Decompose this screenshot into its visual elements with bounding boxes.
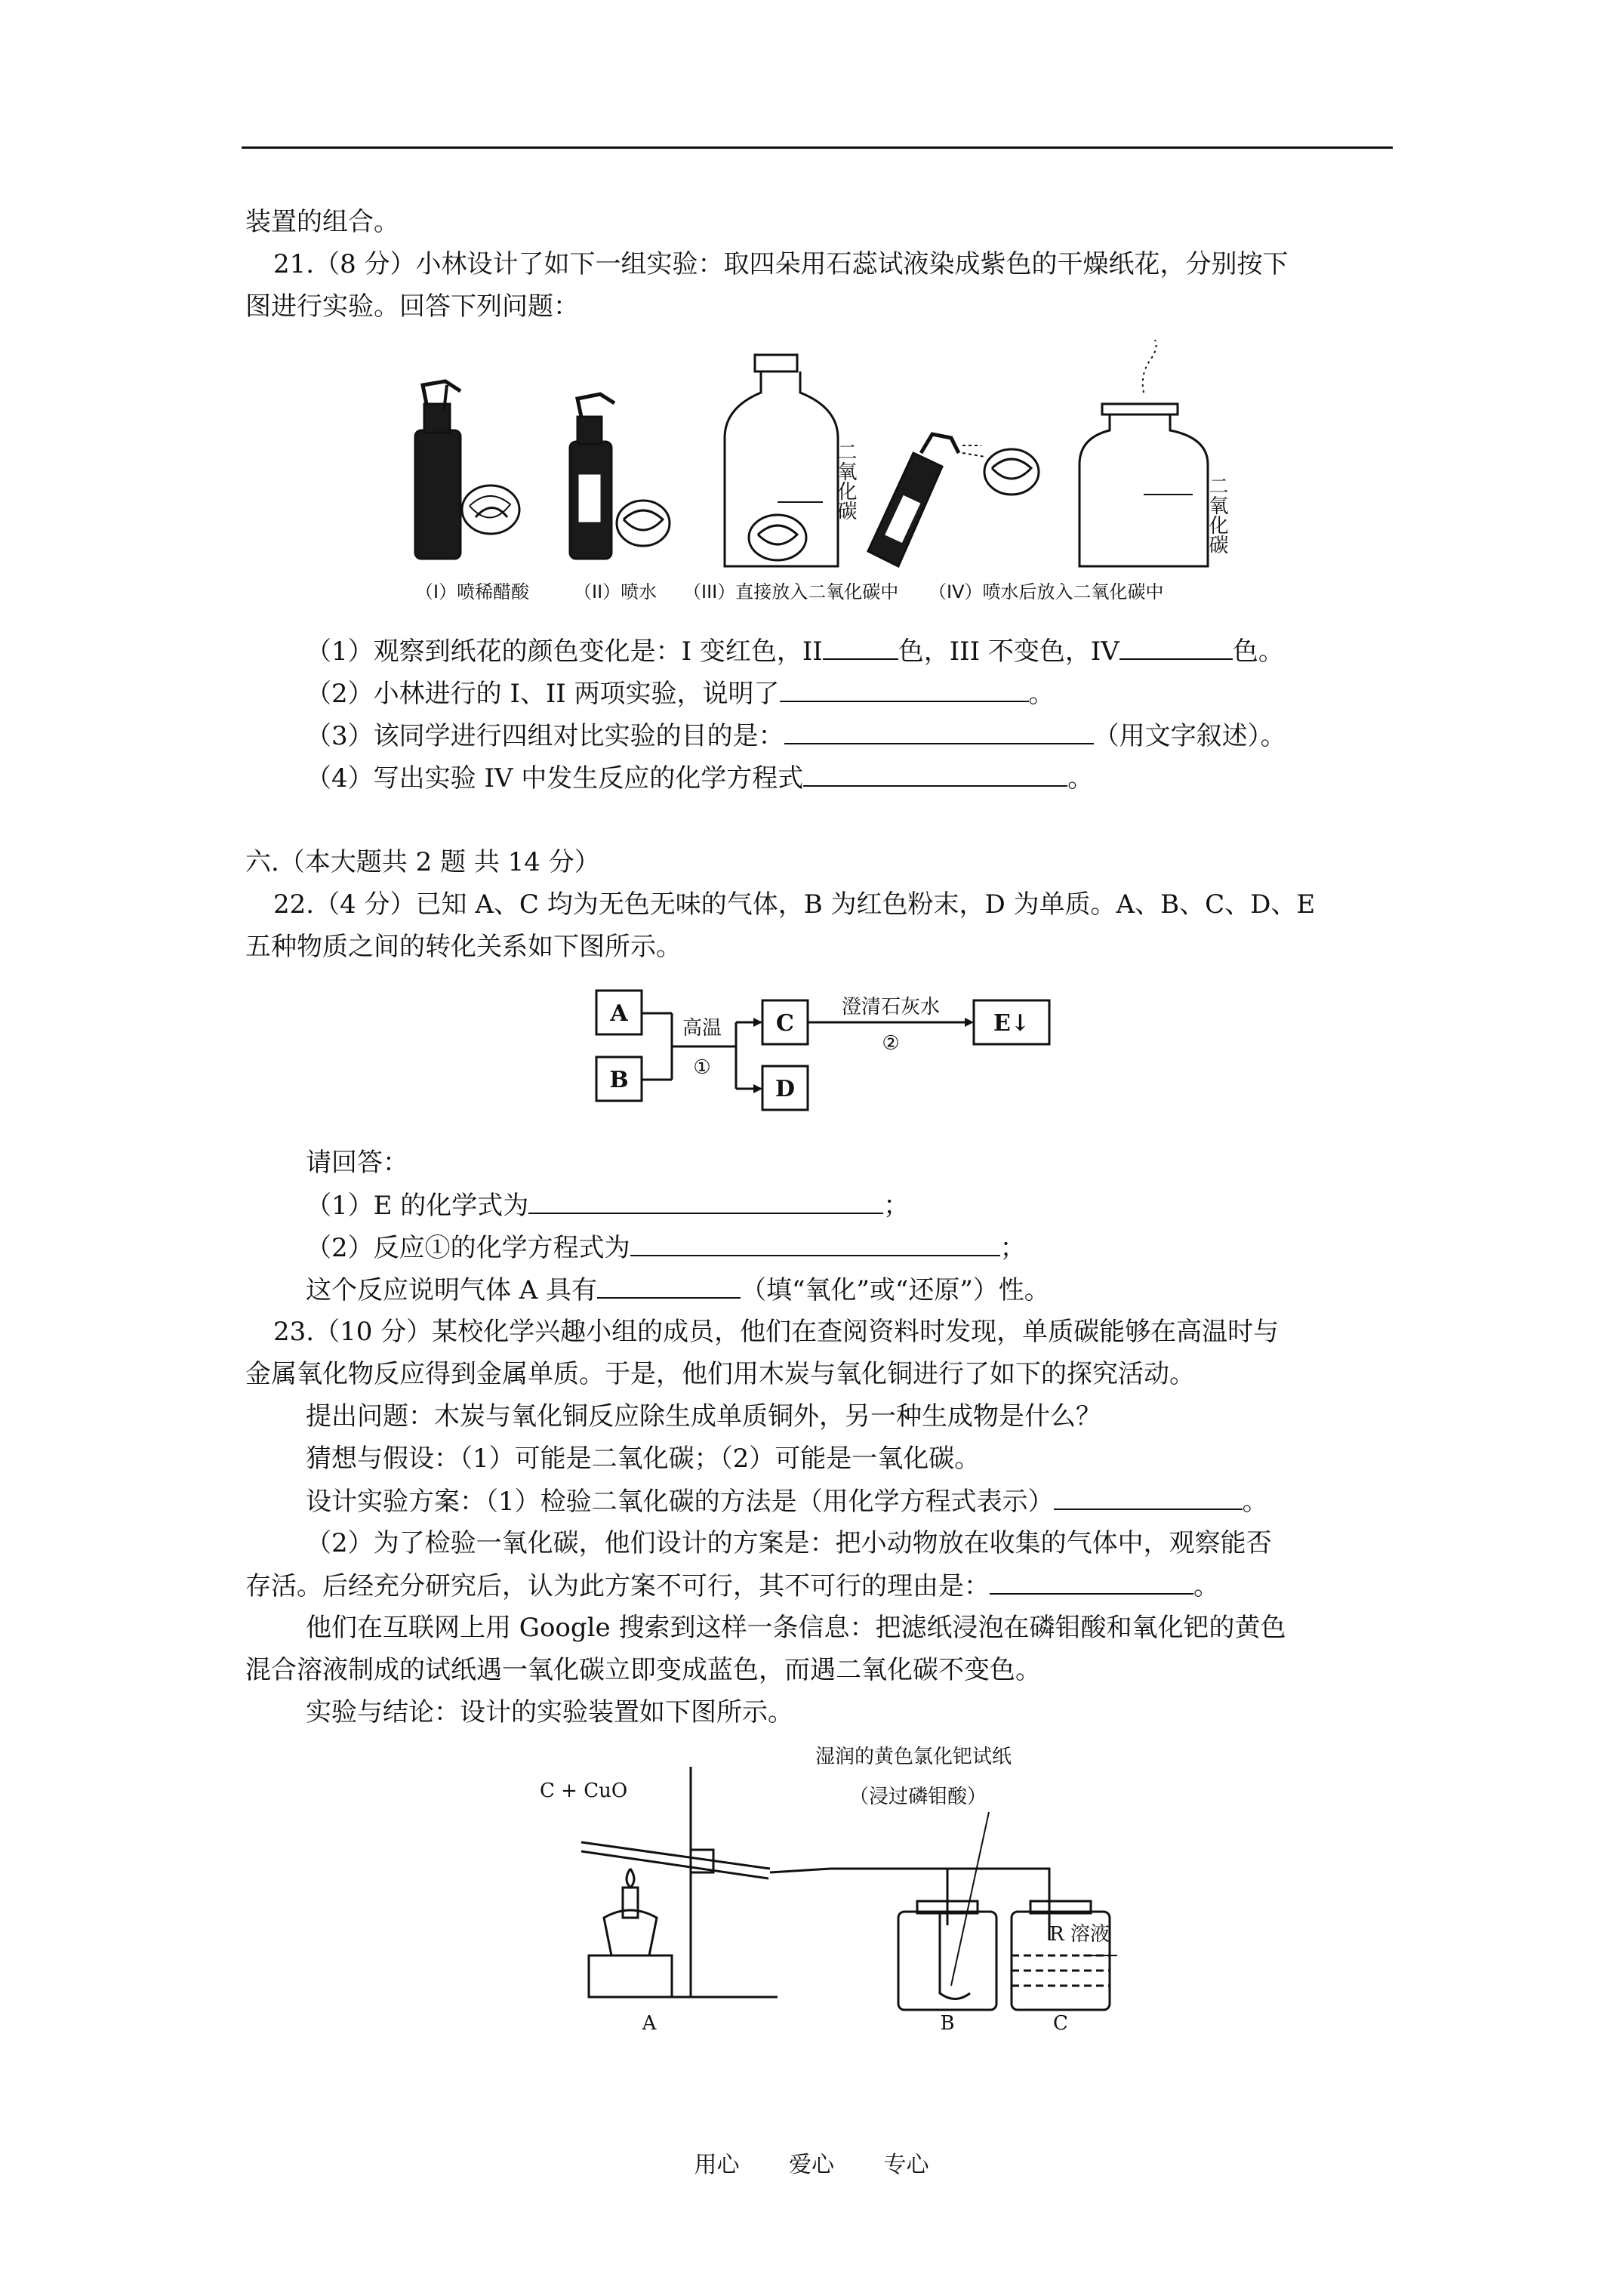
q22-part1-text-a: （1）E 的化学式为 (306, 1191, 529, 1221)
footer-text: 专心 (883, 2152, 929, 2178)
answer-blank[interactable] (1054, 1486, 1243, 1510)
spray-bottle-icon (868, 434, 985, 566)
answer-blank[interactable] (1119, 636, 1233, 660)
q21-part3-text-b: （用文字叙述）。 (1093, 721, 1286, 751)
q22-part3 (306, 1274, 1050, 1305)
paper-flower-icon (462, 485, 519, 534)
answer-blank[interactable] (784, 720, 1094, 744)
q22-part3-text-a: 这个反应说明气体 A 具有 (306, 1275, 598, 1305)
caption-I: （I）喷稀醋酸 (415, 581, 530, 603)
answer-blank[interactable] (803, 763, 1067, 787)
paper-flower-icon (984, 449, 1039, 495)
label-b: B (940, 2012, 955, 2035)
step-1: ① (693, 1056, 711, 1079)
apparatus-figure (528, 1737, 1132, 2039)
reaction-flow-diagram (589, 982, 1072, 1125)
footer-text: 爱心 (789, 2152, 834, 2178)
q22-part1 (306, 1190, 909, 1221)
question-22-stem-cont: 五种物质之间的转化关系如下图所示。 (245, 932, 682, 962)
q21-part1-text-a: （1）观察到纸花的颜色变化是：I 变红色，II (306, 636, 823, 667)
section-heading: 六.（本大题共 2 题 共 14 分） (245, 847, 600, 877)
page-footer (0, 2146, 1623, 2179)
caption-III: （III）直接放入二氧化碳中 (683, 581, 899, 603)
q21-part4-text-b: 。 (1067, 763, 1094, 794)
label-c: C (1053, 2012, 1068, 2035)
q22-part1-text-b: ； (883, 1191, 910, 1221)
q23-hypothesis: 猜想与假设：（1）可能是二氧化碳；（2）可能是一氧化碳。 (306, 1444, 981, 1474)
q21-part2-text-a: （2）小林进行的 I、II 两项实验，说明了 (306, 679, 780, 709)
footer-text: 用心 (694, 2152, 740, 2178)
q21-part4-text-a: （4）写出实验 IV 中发生反应的化学方程式 (306, 763, 804, 794)
question-21-stem-cont: 图进行实验。回答下列问题： (245, 291, 579, 322)
q23-plan-2-text-a: 存活。后经充分研究后，认为此方案不可行，其不可行的理由是： (245, 1571, 990, 1601)
q23-conclusion: 实验与结论：设计的实验装置如下图所示。 (306, 1697, 793, 1727)
test-paper-note: （浸过磷钼酸） (849, 1786, 987, 1808)
q23-plan-2-cont (245, 1570, 1219, 1601)
box-b: B (609, 1067, 629, 1093)
text-line: 装置的组合。 (245, 207, 399, 237)
caption-IV: （IV）喷水后放入二氧化碳中 (929, 581, 1164, 603)
q22-part2-text-b: ； (999, 1233, 1026, 1263)
box-a: A (610, 1000, 628, 1027)
answer-blank[interactable] (990, 1570, 1193, 1595)
solution-label: R 溶液 (1049, 1923, 1110, 1946)
q22-part3-text-b: （填“氧化”或“还原”）性。 (741, 1275, 1050, 1305)
question-22-stem: 22.（4 分）已知 A、C 均为无色无味的气体，B 为红色粉末，D 为单质。A、B、C、D、E (273, 889, 1316, 920)
answer-blank[interactable] (780, 678, 1029, 702)
spray-bottle-icon (570, 394, 614, 559)
step-2: ② (882, 1032, 900, 1055)
box-c: C (776, 1010, 794, 1037)
header-rule (242, 146, 1393, 149)
answer-prompt: 请回答： (306, 1148, 408, 1178)
q21-part1-text-b: 色，III 不变色，IV (898, 636, 1119, 667)
q23-info-cont: 混合溶液制成的试纸遇一氧化碳立即变成蓝色，而遇二氧化碳不变色。 (245, 1655, 1041, 1685)
box-d: D (775, 1076, 796, 1102)
question-21-stem: 21.（8 分）小林设计了如下一组实验：取四朵用石蕊试液染成紫色的干燥纸花，分别按下 (273, 249, 1289, 279)
condition-high-temp: 高温 (682, 1017, 722, 1040)
answer-blank[interactable] (528, 1190, 883, 1214)
answer-blank[interactable] (823, 636, 898, 660)
gas-label: 二氧化碳 (834, 442, 857, 520)
q21-part3 (306, 720, 1286, 751)
q23-plan-1-text-a: 设计实验方案：（1）检验二氧化碳的方法是（用化学方程式表示） (306, 1487, 1054, 1517)
question-23-stem-cont: 金属氧化物反应得到金属单质。于是，他们用木炭与氧化铜进行了如下的探究活动。 (245, 1359, 1195, 1389)
q21-part1-text-c: 色。 (1232, 636, 1284, 667)
answer-blank[interactable] (597, 1274, 741, 1299)
q23-info: 他们在互联网上用 Google 搜索到这样一条信息：把滤纸浸泡在磷钼酸和氧化钯的黄色 (306, 1613, 1286, 1643)
flower-experiment-figure (400, 340, 1246, 612)
answer-blank[interactable] (630, 1232, 1000, 1256)
label-a: A (642, 2012, 657, 2035)
gas-jar-icon (725, 355, 838, 566)
q23-question: 提出问题：木炭与氧化铜反应除生成单质铜外，另一种生成物是什么？ (306, 1401, 1101, 1432)
q22-part2 (306, 1232, 1026, 1263)
condition-limewater: 澄清石灰水 (841, 996, 941, 1019)
q21-part2 (306, 678, 1055, 709)
gas-jar-icon (1079, 340, 1208, 566)
box-e: E↓ (993, 1010, 1030, 1037)
q21-part3-text-a: （3）该同学进行四组对比实验的目的是： (306, 721, 784, 751)
q21-part2-text-b: 。 (1028, 679, 1055, 709)
q21-part1 (306, 636, 1284, 667)
caption-II: （II）喷水 (574, 581, 658, 603)
q23-plan-1 (306, 1486, 1268, 1517)
q23-plan-2-text-b: 。 (1193, 1571, 1219, 1601)
paper-flower-icon (617, 501, 670, 546)
gas-label: 二氧化碳 (1206, 476, 1228, 554)
reactants-label: C + CuO (540, 1780, 628, 1802)
question-23-stem: 23.（10 分）某校化学兴趣小组的成员，他们在查阅资料时发现，单质碳能够在高温时与 (273, 1317, 1280, 1347)
test-paper-label: 湿润的黄色氯化钯试纸 (815, 1746, 1012, 1768)
q22-part2-text-a: （2）反应①的化学方程式为 (306, 1233, 630, 1263)
spray-bottle-icon (415, 381, 460, 559)
q21-part4 (306, 763, 1093, 794)
q23-plan-1-text-b: 。 (1242, 1487, 1268, 1517)
q23-plan-2: （2）为了检验一氧化碳，他们设计的方案是：把小动物放在收集的气体中，观察能否 (306, 1528, 1272, 1558)
